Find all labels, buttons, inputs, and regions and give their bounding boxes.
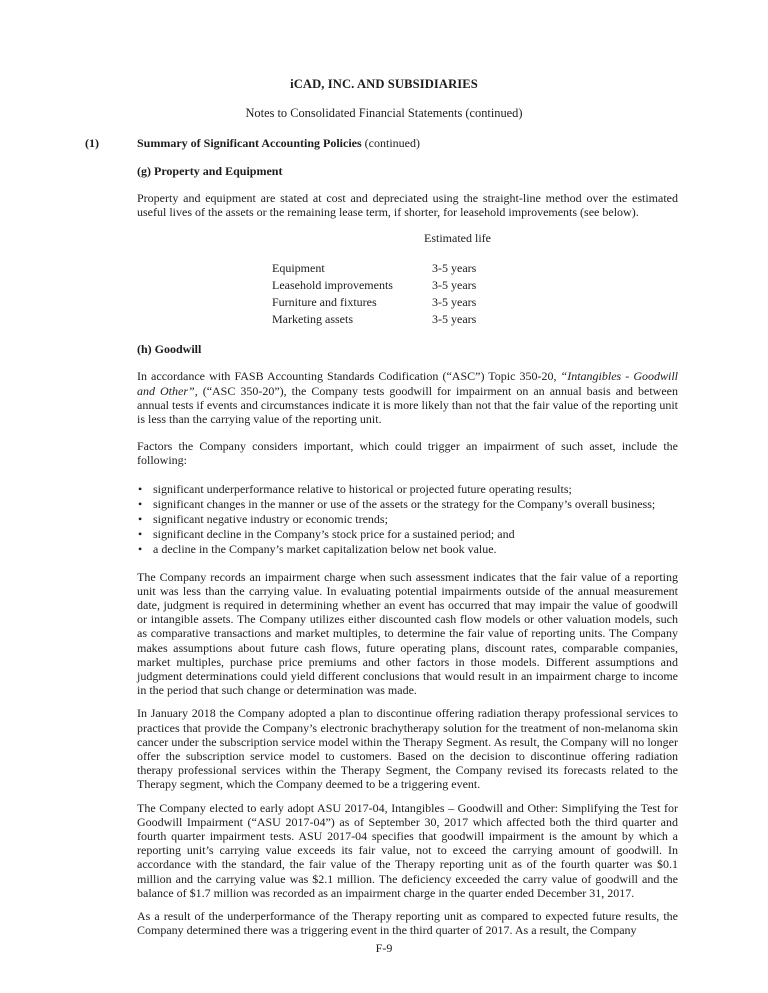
list-item: • significant underperformance relative to historical or projected future operating results; — [137, 482, 678, 497]
goodwill-heading: (h) Goodwill — [137, 342, 202, 357]
list-item: • significant decline in the Company’s stock price for a sustained period; and — [137, 527, 678, 542]
table-row — [137, 277, 678, 294]
note-number: (1) — [85, 136, 99, 150]
page-number: F-9 — [375, 941, 393, 955]
list-item: • significant changes in the manner or use of the assets or the strategy for the Company’s overall business; — [137, 497, 678, 512]
table-row — [137, 294, 678, 311]
asset-life-value: 3-5 years — [432, 295, 477, 310]
document-header — [0, 0, 768, 120]
note-heading-bold: Summary of Significant Accounting Policies — [137, 136, 362, 150]
note-heading — [137, 136, 420, 150]
goodwill-p1-post: , (“ASC 350-20”), the Company tests goodwill for impairment on an annual basis and between annual tests if events and circumstances indicate it is more likely than not that the fair value of the reporting unit is less than the carrying value of the reporting unit. — [137, 383, 678, 427]
property-equipment-heading: (g) Property and Equipment — [137, 164, 283, 178]
goodwill-p1-pre: In accordance with FASB Accounting Standards Codification (“ASC”) Topic 350-20, — [137, 369, 561, 384]
goodwill-p1-italic: “Intangibles - Goodwill and Other” — [137, 369, 678, 398]
note-heading-row — [0, 136, 768, 150]
list-item: • a decline in the Company’s market capitalization below net book value. — [137, 542, 678, 557]
goodwill-paragraph-6: As a result of the underperformance of the Therapy reporting unit as compared to expected future results, the Company determined there was a triggering event in the third quarter of 2017. As a result, the Company — [137, 909, 678, 938]
goodwill-paragraph-3: The Company records an impairment charge when such assessment indicates that the fair value of a reporting unit was less than the carrying value. In evaluating potential impairments outside of the annual measurement date, judgment is required in determining whether an event has occurred that may impair the value of goodwill or intangible assets. The Company utilizes either discounted cash flow models or other valuation models, such as comparative transactions and market multiples, to determine the fair value of reporting units. The Company makes assumptions about future cash flows, future operating plans, discount rates, comparable companies, market multiples, purchase price premiums and other factors in those models. Different assumptions and judgment determinations could yield different conclusions that would result in an impairment charge to income in the period that such change or determination was made. — [137, 569, 678, 698]
list-item: • significant negative industry or economic trends; — [137, 512, 678, 527]
goodwill-paragraph-2: Factors the Company considers important, which could trigger an impairment of such asset, include the following: — [137, 439, 678, 468]
asset-label: Furniture and fixtures — [272, 295, 377, 310]
goodwill-paragraph-5: The Company elected to early adopt ASU 2017-04, Intangibles – Goodwill and Other: Simplifying the Test for Goodwill Impairment (“ASU 2017-04”) as of September 30, 2017 which affected both the third quarter and fourth quarter impairment tests. ASU 2017-04 specifies that goodwill impairment is the amount by which a reporting unit’s carrying value exceeds its fair value, not to exceed the carrying amount of goodwill. In accordance with the standard, the fair value of the Therapy reporting unit as of the fourth quarter was $0.1 million and the carrying value was $2.1 million. The deficiency exceeded the carry value of goodwill and the balance of $1.7 million was recorded as an impairment charge in the quarter ended December 31, 2017. — [137, 800, 678, 900]
company-title: iCAD, INC. AND SUBSIDIARIES — [290, 77, 478, 91]
asset-label: Marketing assets — [272, 312, 353, 327]
estimated-life-table — [137, 231, 678, 328]
goodwill-paragraph-1 — [137, 369, 678, 426]
note-body — [137, 164, 678, 938]
table-row — [137, 260, 678, 277]
asset-life-value: 3-5 years — [432, 278, 477, 293]
asset-label: Equipment — [272, 261, 325, 276]
estimated-life-column-header: Estimated life — [424, 231, 491, 246]
goodwill-paragraph-4: In January 2018 the Company adopted a plan to discontinue offering radiation therapy professional services to practices that provide the Company’s electronic brachytherapy solution for the treatment of non-melanoma skin cancer under the subscription service model within the Therapy Segment. As result, the Company will no longer offer the subscription service model to customers. Based on the decision to discontinue offering radiation therapy professional services within the Therapy Segment, the Company revised its forecasts related to the Therapy segment, which the Company deemed to be a triggering event. — [137, 706, 678, 792]
table-row — [137, 311, 678, 328]
impairment-trigger-list — [137, 482, 678, 557]
document-subtitle: Notes to Consolidated Financial Statements (continued) — [245, 106, 523, 120]
note-heading-suffix: (continued) — [361, 136, 420, 150]
asset-label: Leasehold improvements — [272, 278, 393, 293]
asset-life-value: 3-5 years — [432, 261, 477, 276]
asset-life-value: 3-5 years — [432, 312, 477, 327]
property-equipment-paragraph: Property and equipment are stated at cost and depreciated using the straight-line method over the estimated useful lives of the assets or the remaining lease term, if shorter, for leasehold improvements (see below). — [137, 191, 678, 220]
